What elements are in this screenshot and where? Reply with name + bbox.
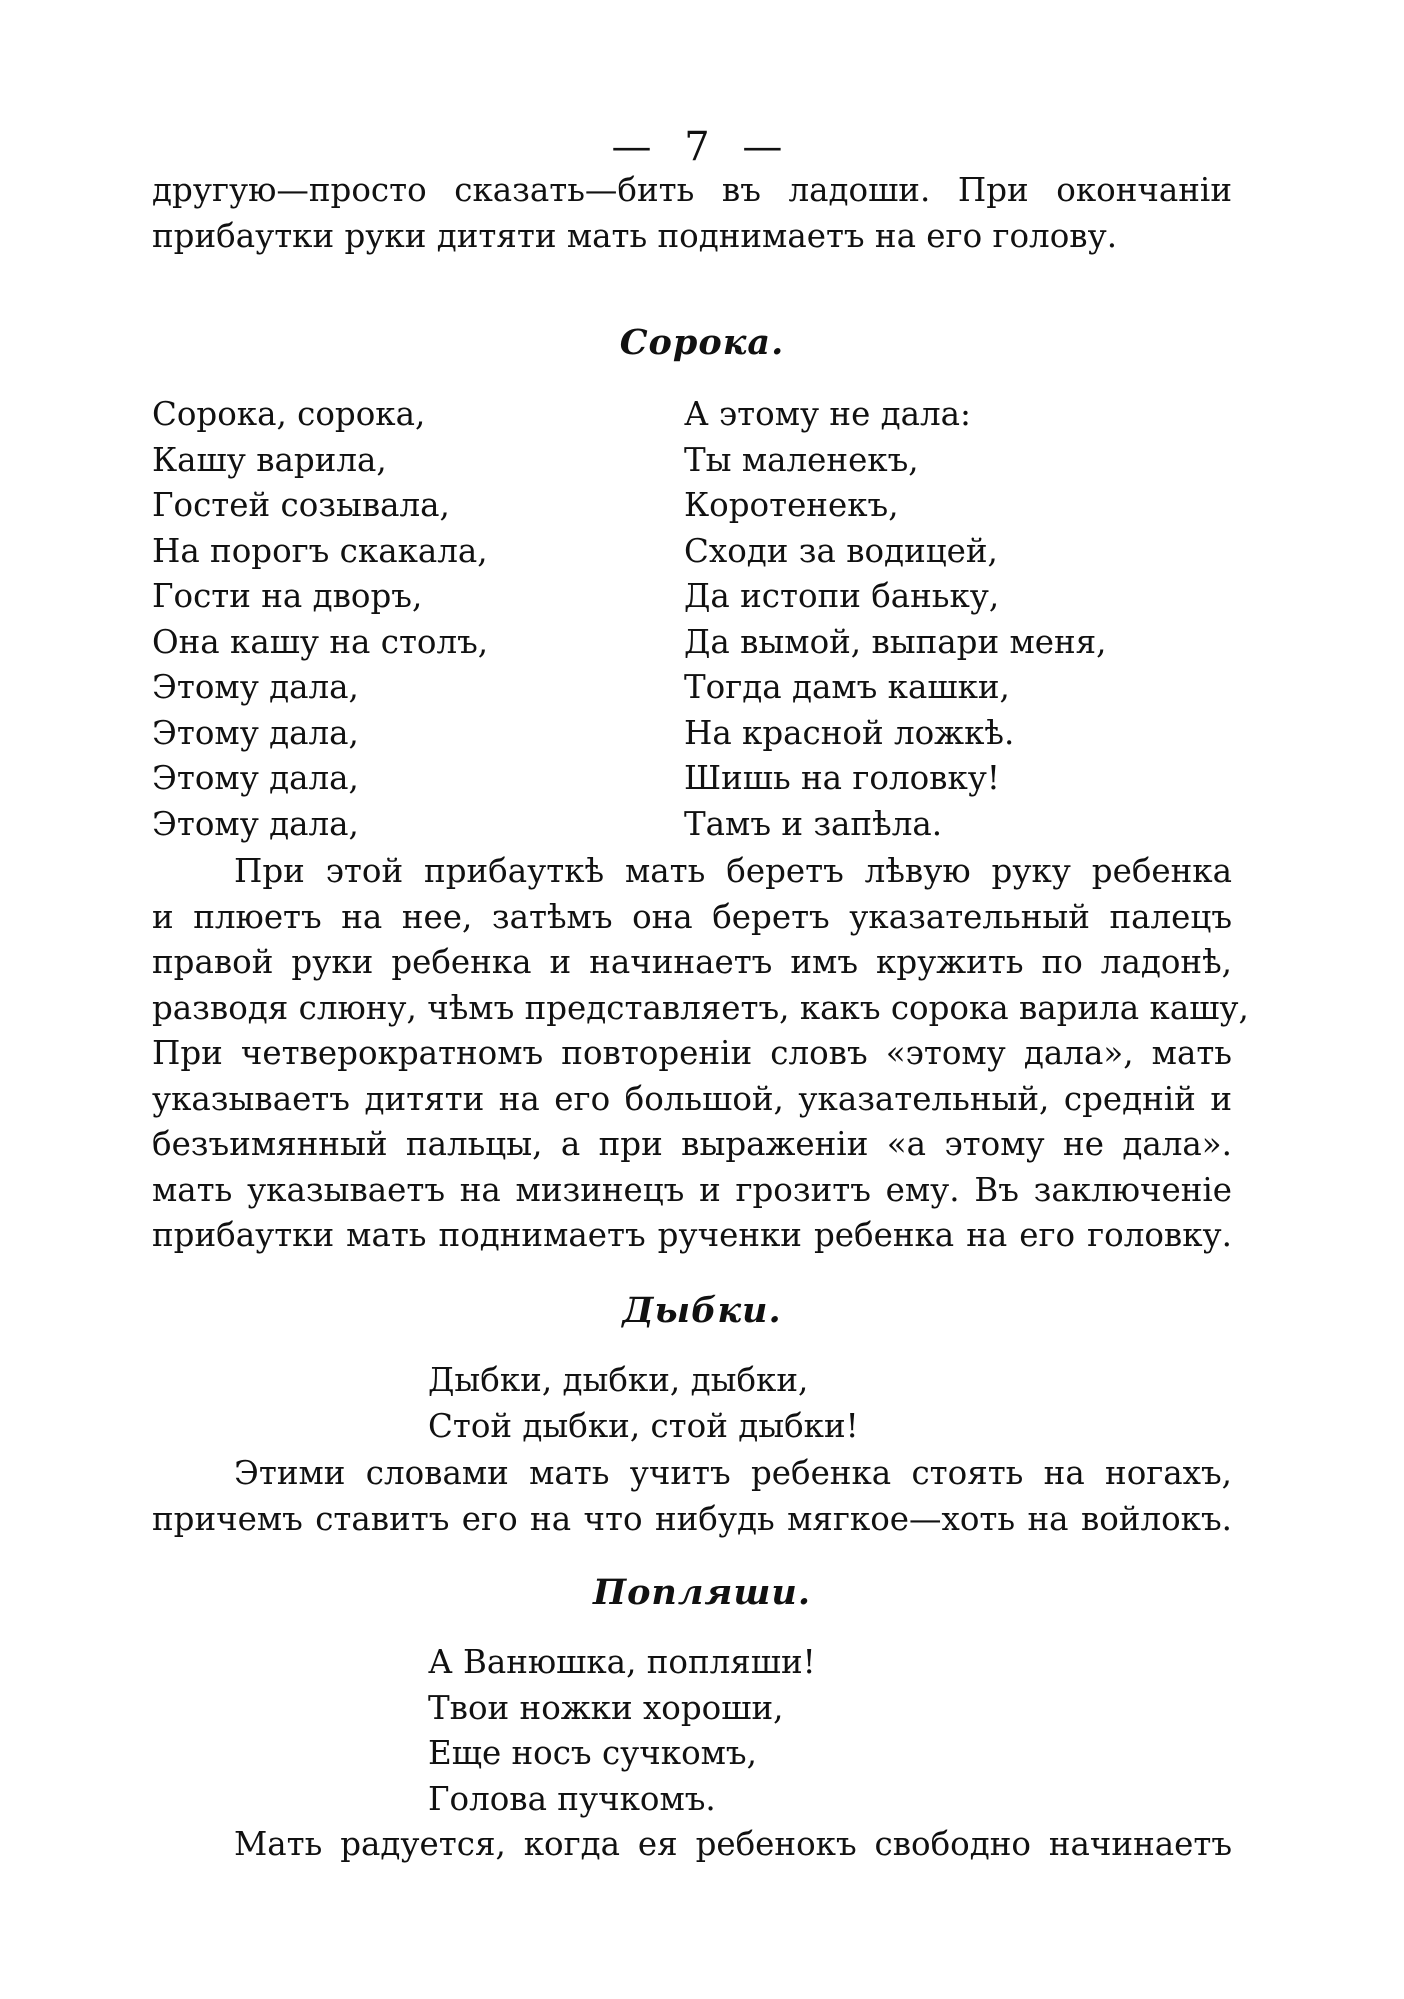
intro-paragraph	[152, 168, 1232, 259]
verse-soroka-right	[684, 392, 1106, 847]
text-line: прибаутки руки дитяти мать поднимаетъ на его голову.	[152, 216, 1118, 255]
verse-line: Стой дыбки, стой дыбки!	[428, 1406, 859, 1445]
verse-line: Она кашу на столъ,	[152, 622, 489, 661]
verse-line: Гости на дворъ,	[152, 577, 423, 615]
verse-line: Сорока, сорока,	[152, 395, 426, 433]
verse-line: Голова пучкомъ.	[428, 1779, 716, 1818]
verse-soroka-left	[152, 392, 488, 847]
text-line: При четверократномъ повтореніи словъ «этому дала», мать	[152, 1034, 1232, 1072]
page-number: — 7 —	[611, 124, 793, 170]
text-line: правой руки ребенка и начинаетъ имъ кружить по ладонѣ,	[152, 943, 1232, 981]
verse-line: Гостей созывала,	[152, 486, 450, 524]
verse-line: Тамъ и запѣла.	[684, 804, 943, 843]
commentary-dybki	[152, 1451, 1232, 1542]
section-title-dybki: Дыбки.	[622, 1290, 782, 1331]
verse-line: А Ванюшка, попляши!	[428, 1643, 816, 1681]
verse-line: Еще носъ сучкомъ,	[428, 1734, 757, 1772]
text-line: При этой прибауткѣ мать беретъ лѣвую руку ребенка	[234, 852, 1232, 890]
verse-line: Сходи за водицей,	[684, 531, 998, 570]
verse-line: Шишь на головку!	[684, 759, 1000, 797]
verse-line: Да истопи баньку,	[684, 577, 1000, 615]
verse-line: Этому дала,	[152, 713, 359, 752]
text-line: разводя слюну, чѣмъ представляетъ, какъ сорока варила кашу,	[152, 988, 1249, 1027]
verse-line: Кашу варила,	[152, 440, 387, 479]
verse-line: На красной ложкѣ.	[684, 713, 1015, 752]
text-line: другую—просто сказать—бить въ ладоши. При окончаніи	[152, 171, 1232, 209]
verse-line: Твои ножки хороши,	[428, 1688, 784, 1727]
text-line: указываетъ дитяти на его большой, указательный, средній и	[152, 1079, 1232, 1118]
verse-line: Да вымой, выпари меня,	[684, 622, 1107, 661]
text-line: мать указываетъ на мизинецъ и грозитъ ему. Въ заключеніе	[152, 1170, 1232, 1209]
text-line: безъимянный пальцы, а при выраженіи «а этому не дала».	[152, 1125, 1232, 1163]
text-line: Мать радуется, когда ея ребенокъ свободно начинаетъ	[234, 1825, 1232, 1863]
text-line: Этими словами мать учитъ ребенка стоять на ногахъ,	[234, 1454, 1232, 1492]
commentary-soroka	[152, 849, 1249, 1259]
verse-line: Тогда дамъ кашки,	[684, 668, 1010, 706]
text-line: причемъ ставитъ его на что нибудь мягкое—хоть на войлокъ.	[152, 1499, 1232, 1538]
verse-line: Дыбки, дыбки, дыбки,	[428, 1361, 809, 1399]
verse-line: А этому не дала:	[684, 395, 972, 433]
section-title-poplyashi: Попляши.	[593, 1572, 811, 1613]
verse-line: На порогъ скакала,	[152, 531, 488, 570]
verse-line: Этому дала,	[152, 759, 359, 797]
verse-dybki	[428, 1358, 859, 1449]
text-line: прибаутки мать поднимаетъ рученки ребенка на его головку.	[152, 1216, 1232, 1254]
verse-line: Ты маленекъ,	[684, 440, 919, 479]
verse-line: Этому дала,	[152, 668, 359, 706]
verse-poplyashi	[428, 1640, 816, 1822]
commentary-poplyashi	[152, 1822, 1232, 1868]
section-title-soroka: Сорока.	[619, 322, 785, 363]
verse-line: Этому дала,	[152, 804, 359, 843]
text-line: и плюетъ на нее, затѣмъ она беретъ указательный палецъ	[152, 897, 1232, 936]
verse-line: Коротенекъ,	[684, 486, 899, 524]
